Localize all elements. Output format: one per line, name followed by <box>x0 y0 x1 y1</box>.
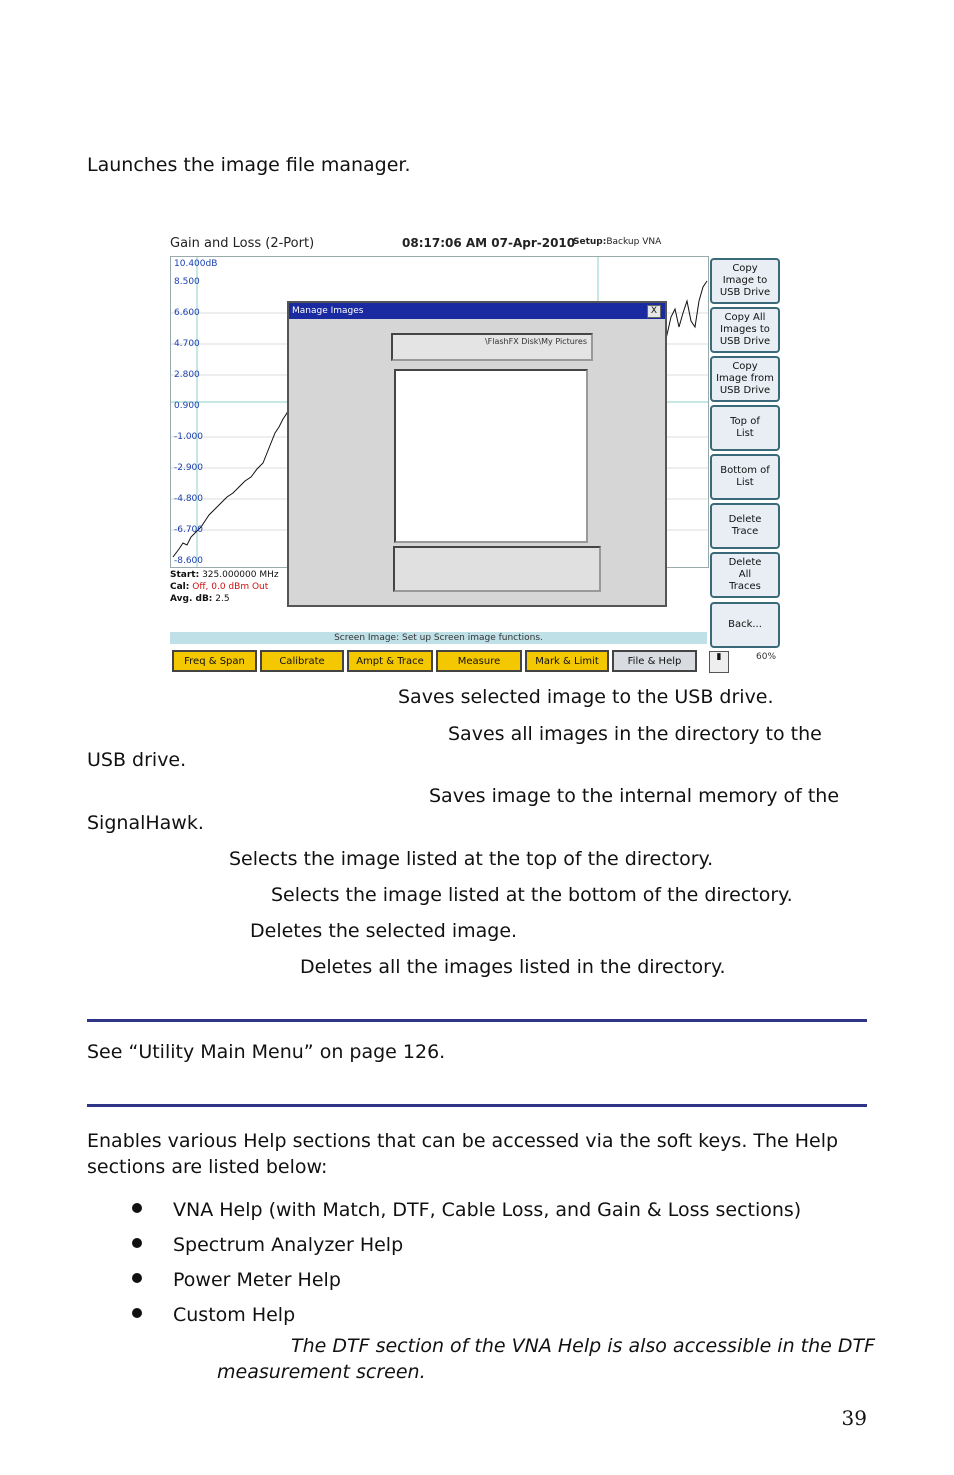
softkey-copy-image-to-usb[interactable]: Copy Image to USB Drive <box>710 258 780 304</box>
softkey-copy-all-images-to-usb[interactable]: Copy All Images to USB Drive <box>710 307 780 353</box>
y-tick: -2.900 <box>174 463 204 473</box>
tab-ampt-trace[interactable]: Ampt & Trace <box>347 650 433 672</box>
desc-bottom-of-list: Selects the image listed at the bottom of the directory. <box>271 884 793 906</box>
close-icon[interactable]: X <box>647 305 661 318</box>
bullet-icon <box>132 1238 142 1248</box>
help-item: VNA Help (with Match, DTF, Cable Loss, and Gain & Loss sections) <box>173 1199 802 1221</box>
y-tick: -4.800 <box>174 494 204 504</box>
note-text-cont: measurement screen. <box>217 1361 426 1383</box>
desc-copy-image: Saves selected image to the USB drive. <box>398 686 774 708</box>
utility-reference: See “Utility Main Menu” on page 126. <box>87 1041 446 1063</box>
battery-percent: 60% <box>756 652 777 662</box>
desc-copy-from-cont: SignalHawk. <box>87 812 204 834</box>
section-rule <box>87 1104 867 1107</box>
tab-mark-limit[interactable]: Mark & Limit <box>525 650 609 672</box>
softkey-top-of-list[interactable]: Top of List <box>710 405 780 451</box>
y-tick: -1.000 <box>174 432 204 442</box>
avg-value: 2.5 <box>215 594 230 604</box>
desc-top-of-list: Selects the image listed at the top of the directory. <box>229 848 714 870</box>
help-item: Custom Help <box>173 1304 296 1326</box>
help-intro: Enables various Help sections that can be accessed via the soft keys. The Help <box>87 1130 839 1152</box>
help-intro-cont: sections are listed below: <box>87 1156 328 1178</box>
status-bar: Screen Image: Set up Screen image functions. <box>170 632 707 644</box>
setup-value: Backup VNA <box>606 237 662 247</box>
help-item: Spectrum Analyzer Help <box>173 1234 404 1256</box>
setup-info <box>573 237 661 247</box>
y-tick: 10.400dB <box>174 259 218 269</box>
y-tick: 4.700 <box>174 339 200 349</box>
desc-copy-from: Saves image to the internal memory of the <box>429 785 840 807</box>
section-rule <box>87 1019 867 1022</box>
bullet-icon <box>132 1308 142 1318</box>
setup-label: Setup: <box>573 237 607 247</box>
desc-copy-all: Saves all images in the directory to the <box>448 723 822 745</box>
cal-label: Cal: <box>170 582 190 592</box>
device-screenshot <box>168 232 781 676</box>
desc-delete: Deletes the selected image. <box>250 920 518 942</box>
tab-freq-span[interactable]: Freq & Span <box>172 650 257 672</box>
start-info <box>170 570 279 580</box>
avg-info <box>170 594 230 604</box>
cal-info <box>170 582 268 592</box>
note-text: The DTF section of the VNA Help is also accessible in the DTF <box>291 1335 876 1357</box>
cal-value: Off, 0.0 dBm Out <box>192 582 269 592</box>
softkey-bottom-of-list[interactable]: Bottom of List <box>710 454 780 500</box>
tab-measure[interactable]: Measure <box>436 650 522 672</box>
battery-icon: ▮ <box>709 651 729 673</box>
start-value: 325.000000 MHz <box>202 570 279 580</box>
desc-delete-all: Deletes all the images listed in the directory. <box>300 956 726 978</box>
tab-file-help[interactable]: File & Help <box>612 650 697 672</box>
avg-label: Avg. dB: <box>170 594 213 604</box>
bullet-icon <box>132 1203 142 1213</box>
mode-title: Gain and Loss (2-Port) <box>170 236 315 251</box>
help-item: Power Meter Help <box>173 1269 341 1291</box>
trace-line-right <box>666 281 707 339</box>
datetime: 08:17:06 AM 07-Apr-2010 <box>402 236 576 250</box>
intro-text: Launches the image file manager. <box>87 154 411 176</box>
desc-copy-all-cont: USB drive. <box>87 749 187 771</box>
page-number: 39 <box>841 1406 867 1430</box>
y-tick: 8.500 <box>174 277 200 287</box>
softkey-copy-image-from-usb[interactable]: Copy Image from USB Drive <box>710 356 780 402</box>
start-label: Start: <box>170 570 200 580</box>
y-tick: -8.600 <box>174 556 204 566</box>
y-tick: 0.900 <box>174 401 200 411</box>
dialog-title: Manage Images <box>289 303 665 319</box>
bullet-icon <box>132 1273 142 1283</box>
y-tick: 6.600 <box>174 308 200 318</box>
manage-images-dialog <box>287 301 667 607</box>
softkey-back[interactable]: Back... <box>710 602 780 648</box>
softkey-delete-trace[interactable]: Delete Trace <box>710 503 780 549</box>
image-list[interactable] <box>394 369 588 543</box>
y-tick: 2.800 <box>174 370 200 380</box>
y-tick: -6.700 <box>174 525 204 535</box>
image-preview <box>393 546 601 592</box>
directory-path: \FlashFX Disk\My Pictures <box>391 333 593 361</box>
softkey-delete-all-traces[interactable]: Delete All Traces <box>710 552 780 598</box>
tab-calibrate[interactable]: Calibrate <box>260 650 344 672</box>
